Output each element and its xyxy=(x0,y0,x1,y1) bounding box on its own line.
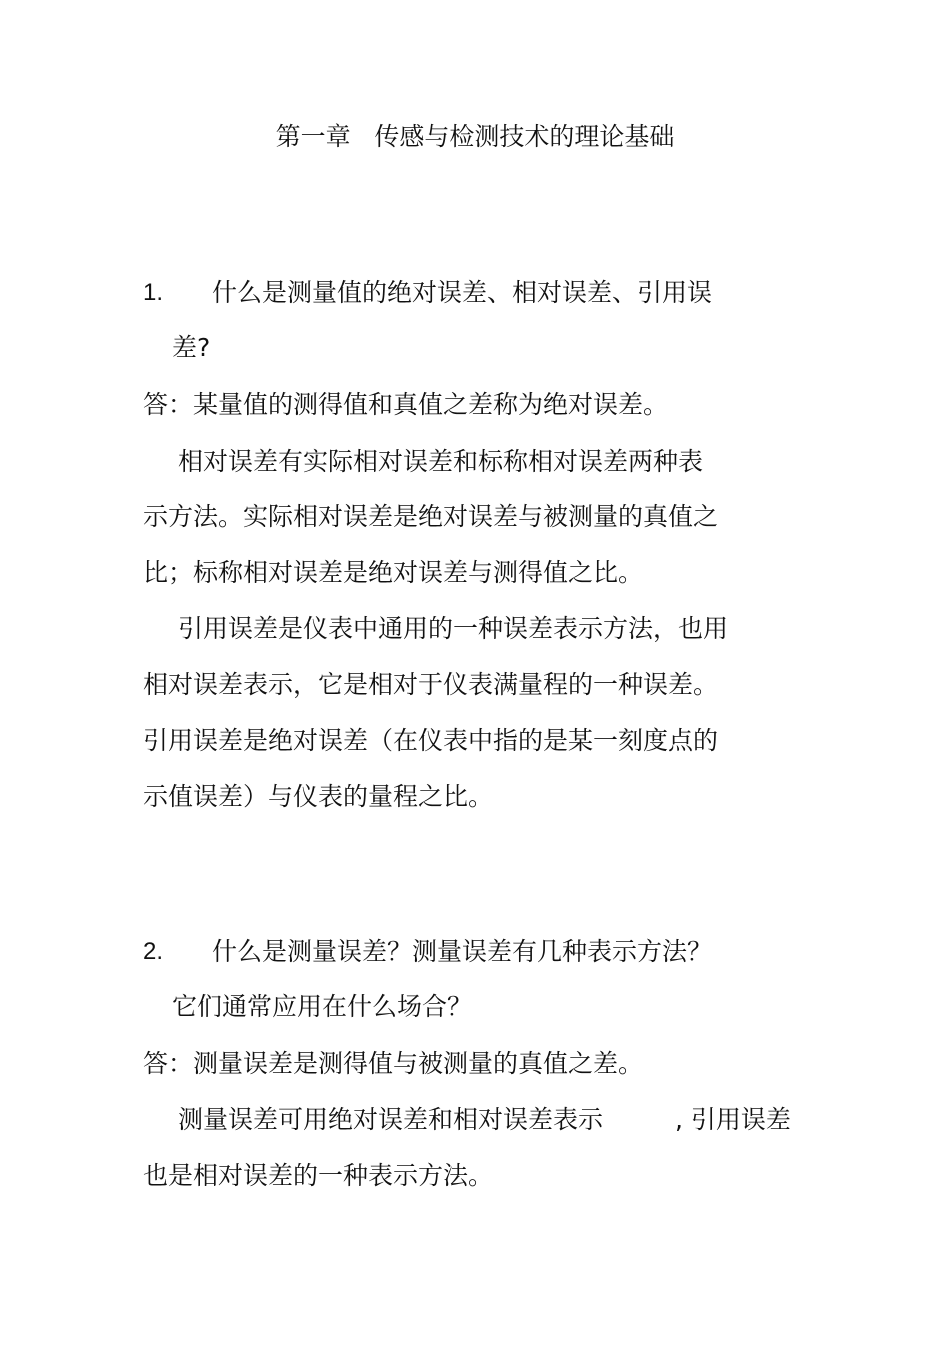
answer-line: 相对误差有实际相对误差和标称相对误差两种表 xyxy=(178,447,704,476)
answer-line: 引用误差是绝对误差（在仪表中指的是某一刻度点的 xyxy=(143,726,719,755)
answer-line: 示值误差）与仪表的量程之比。 xyxy=(143,782,494,811)
answer-line: 引用误差是仪表中通用的一种误差表示方法，也用 xyxy=(178,614,729,643)
question-number: 2. xyxy=(143,938,164,965)
answer-line: 答：测量误差是测得值与被测量的真值之差。 xyxy=(143,1049,644,1078)
answer-line: 比；标称相对误差是绝对误差与测得值之比。 xyxy=(143,558,644,587)
answer-line: 测量误差可用绝对误差和相对误差表示 xyxy=(178,1105,604,1134)
question-text-continued: 它们通常应用在什么场合？ xyxy=(172,992,473,1021)
chapter-title: 第一章 传感与检测技术的理论基础 xyxy=(275,122,675,151)
answer-line: 也是相对误差的一种表示方法。 xyxy=(143,1161,494,1190)
question-text-continued: 差? xyxy=(172,333,211,362)
answer-line-fragment: , 引用误差 xyxy=(675,1105,791,1134)
answer-line: 示方法。实际相对误差是绝对误差与被测量的真值之 xyxy=(143,502,719,531)
answer-line: 相对误差表示，它是相对于仪表满量程的一种误差。 xyxy=(143,670,719,699)
answer-line: 答：某量值的测得值和真值之差称为绝对误差。 xyxy=(143,390,669,419)
question-number: 1. xyxy=(143,279,164,306)
question-text: 什么是测量值的绝对误差、相对误差、引用误 xyxy=(212,278,713,307)
question-text: 什么是测量误差？测量误差有几种表示方法？ xyxy=(212,937,713,966)
